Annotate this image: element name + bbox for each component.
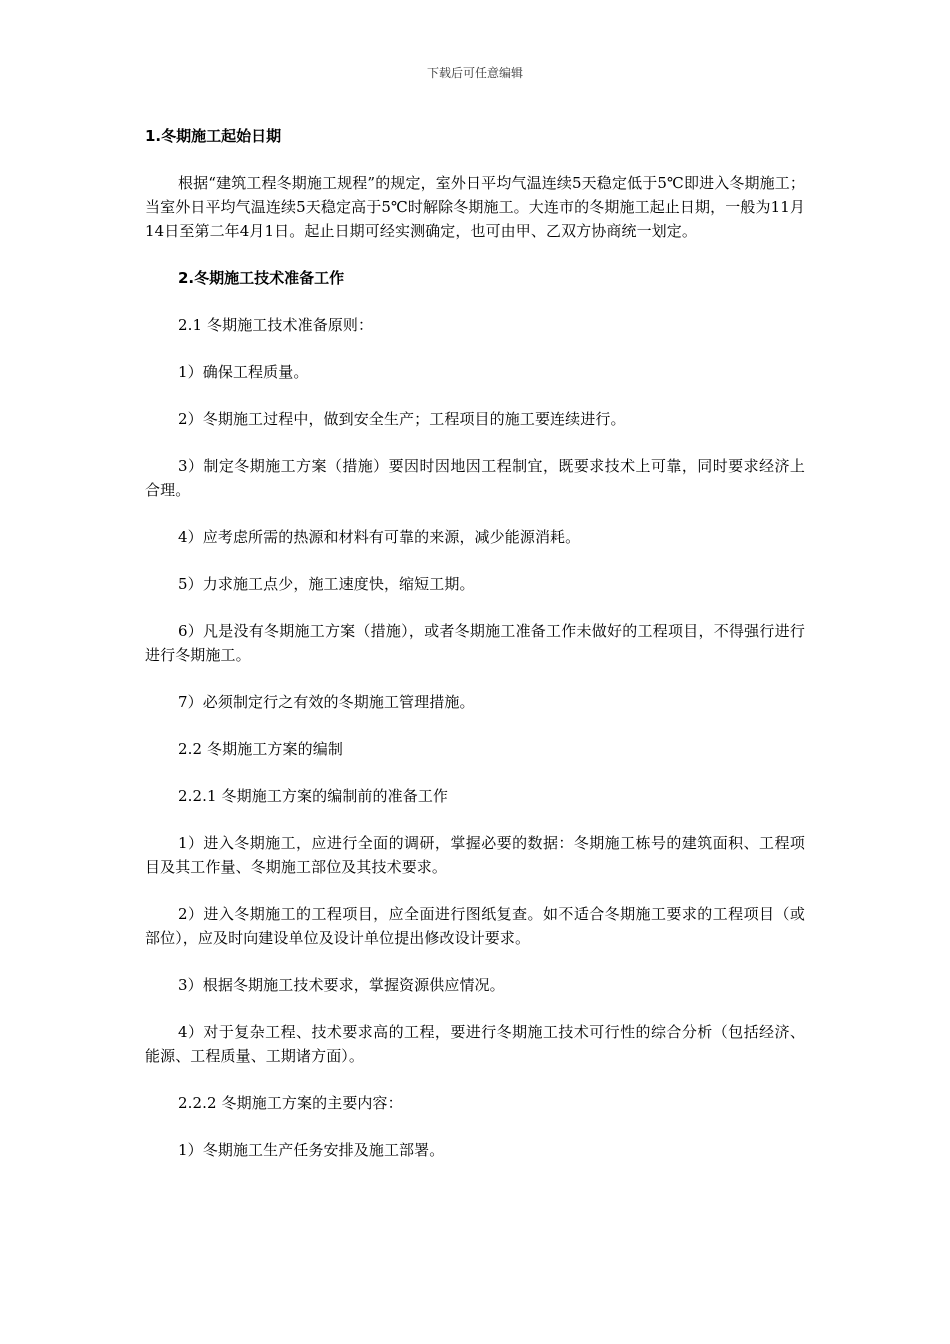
subsection-2-2-1-heading: 2.2.1 冬期施工方案的编制前的准备工作 [178, 787, 449, 805]
list-item: 3）根据冬期施工技术要求，掌握资源供应情况。 [178, 976, 505, 994]
list-item: 7）必须制定行之有效的冬期施工管理措施。 [178, 693, 475, 711]
list-item: 2）冬期施工过程中，做到安全生产；工程项目的施工要连续进行。 [178, 410, 626, 428]
list-item: 4）对于复杂工程、技术要求高的工程，要进行冬期施工技术可行性的综合分析（包括经济、能源、工程质量、工期诸方面）。 [145, 1023, 805, 1065]
list-item: 2）进入冬期施工的工程项目，应全面进行图纸复查。如不适合冬期施工要求的工程项目（或部位），应及时向建设单位及设计单位提出修改设计要求。 [145, 905, 805, 947]
list-item: 5）力求施工点少，施工速度快，缩短工期。 [178, 575, 475, 593]
list-item: 1）进入冬期施工，应进行全面的调研，掌握必要的数据：冬期施工栋号的建筑面积、工程项目及其工作量、冬期施工部位及其技术要求。 [145, 834, 805, 876]
subsection-2-1-heading: 2.1 冬期施工技术准备原则： [178, 316, 374, 334]
list-item: 4）应考虑所需的热源和材料有可靠的来源，减少能源消耗。 [178, 528, 581, 546]
section-1-paragraph: 根据“建筑工程冬期施工规程”的规定，室外日平均气温连续5天稳定低于5℃即进入冬期施工；当室外日平均气温连续5天稳定高于5℃时解除冬期施工。大连市的冬期施工起止日期，一般为11月14日至第二年4月1日。起止日期可经实测确定，也可由甲、乙双方协商统一划定。 [145, 174, 805, 240]
page-header: 下载后可任意编辑 [426, 66, 523, 80]
section-2-heading: 2.冬期施工技术准备工作 [178, 269, 345, 287]
list-item: 1）确保工程质量。 [178, 363, 309, 381]
subsection-2-2-heading: 2.2 冬期施工方案的编制 [178, 740, 343, 758]
list-item: 1）冬期施工生产任务安排及施工部署。 [178, 1141, 445, 1159]
list-item: 6）凡是没有冬期施工方案（措施），或者冬期施工准备工作未做好的工程项目，不得强行进行进行冬期施工。 [145, 622, 805, 664]
subsection-2-2-2-heading: 2.2.2 冬期施工方案的主要内容： [178, 1094, 403, 1112]
list-item: 3）制定冬期施工方案（措施）要因时因地因工程制宜，既要求技术上可靠，同时要求经济上合理。 [145, 457, 805, 499]
document-body [145, 124, 805, 1185]
section-1-heading: 1.冬期施工起始日期 [145, 127, 282, 145]
